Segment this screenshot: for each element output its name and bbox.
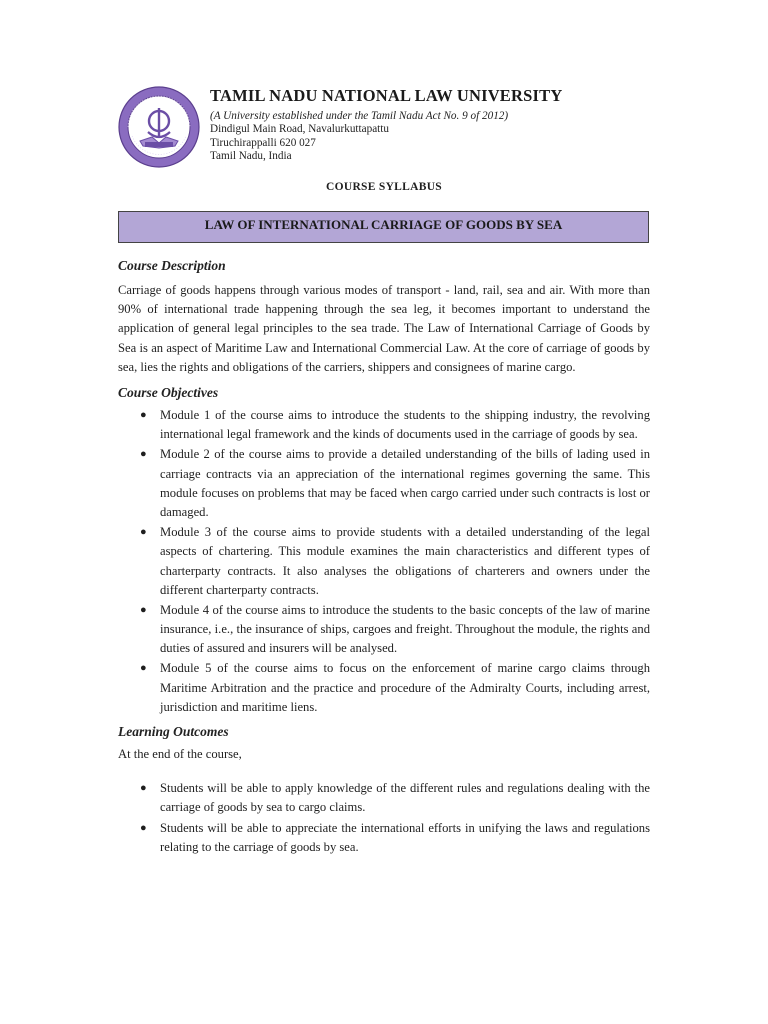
outcomes-lead: At the end of the course, [118,747,242,762]
bullet-icon: ● [140,821,147,834]
list-item: ● Module 2 of the course aims to provide a detailed understanding of the bills of lading used in carriage contracts via an appreciation of the international regimes governing the same. This module focuses on problems that may be faced when cargo carried under such contracts is lost or damaged. [140,447,650,520]
course-title-box [118,211,649,243]
list-item: ● Module 3 of the course aims to provide students with a detailed understanding of the legal aspects of chartering. This module examines the main characteristics and different types of charterparty contracts. It also analyses the obligations of charterers and owners under the different charterparty contracts. [140,524,650,597]
outcomes-heading: Learning Outcomes [118,724,229,740]
list-item: ● Students will be able to appreciate the international efforts in unifying the laws and regulations relating to the carriage of goods by sea. [140,820,650,855]
bullet-icon: ● [140,662,147,675]
syllabus-content [118,258,650,858]
address-line-1: Dindigul Main Road, Navalurkuttapattu [210,123,389,136]
description-text: Carriage of goods happens through various modes of transport - land, rail, sea and air. With more than 90% of international trade happening through the sea leg, it becomes important to understand the application of general legal principles to the sea trade. The Law of International Carriage of Goods by Sea is an aspect of Maritime Law and International Commercial Law. At the core of carriage of goods by sea, lies the rights and obligations of the carriers, shippers and consignees of marine cargo. [118,283,650,374]
university-header [210,86,562,164]
course-title: LAW OF INTERNATIONAL CARRIAGE OF GOODS BY SEA [204,217,563,232]
list-item: ● Students will be able to apply knowledge of the different rules and regulations dealing with the carriage of goods by sea to cargo claims. [140,781,650,815]
list-item: ● Module 1 of the course aims to introduce the students to the shipping industry, the revolving international legal framework and the kinds of documents used in the carriage of goods by sea. [140,408,650,442]
description-heading: Course Description [118,258,226,273]
bullet-icon: ● [140,525,147,538]
university-address [210,110,562,164]
bullet-icon: ● [140,409,147,422]
bullet-icon: ● [140,448,147,461]
syllabus-label: COURSE SYLLABUS [325,181,443,193]
objectives-list [118,406,650,717]
university-name: TAMIL NADU NATIONAL LAW UNIVERSITY [210,86,563,105]
objectives-heading: Course Objectives [118,385,219,401]
outcomes-list [118,779,650,857]
address-line-2: Tiruchirappalli 620 027 [210,136,316,149]
list-item: ● Module 4 of the course aims to introduce the students to the basic concepts of the law of marine insurance, i.e., the insurance of ships, cargoes and freight. Throughout the module, the rights and duties of assured and insurers will be analysed. [140,602,650,656]
bullet-icon: ● [140,603,147,616]
bullet-icon: ● [140,782,147,795]
list-item: ● Module 5 of the course aims to focus on the enforcement of marine cargo claims through Maritime Arbitration and the practice and procedure of the Admiralty Courts, including arrest, jurisdiction and maritime liens. [140,661,650,714]
established-line: (A University established under the Tamil Nadu Act No. 9 of 2012) [210,110,509,122]
address-line-3: Tamil Nadu, India [210,150,292,163]
university-seal-icon [118,86,200,168]
